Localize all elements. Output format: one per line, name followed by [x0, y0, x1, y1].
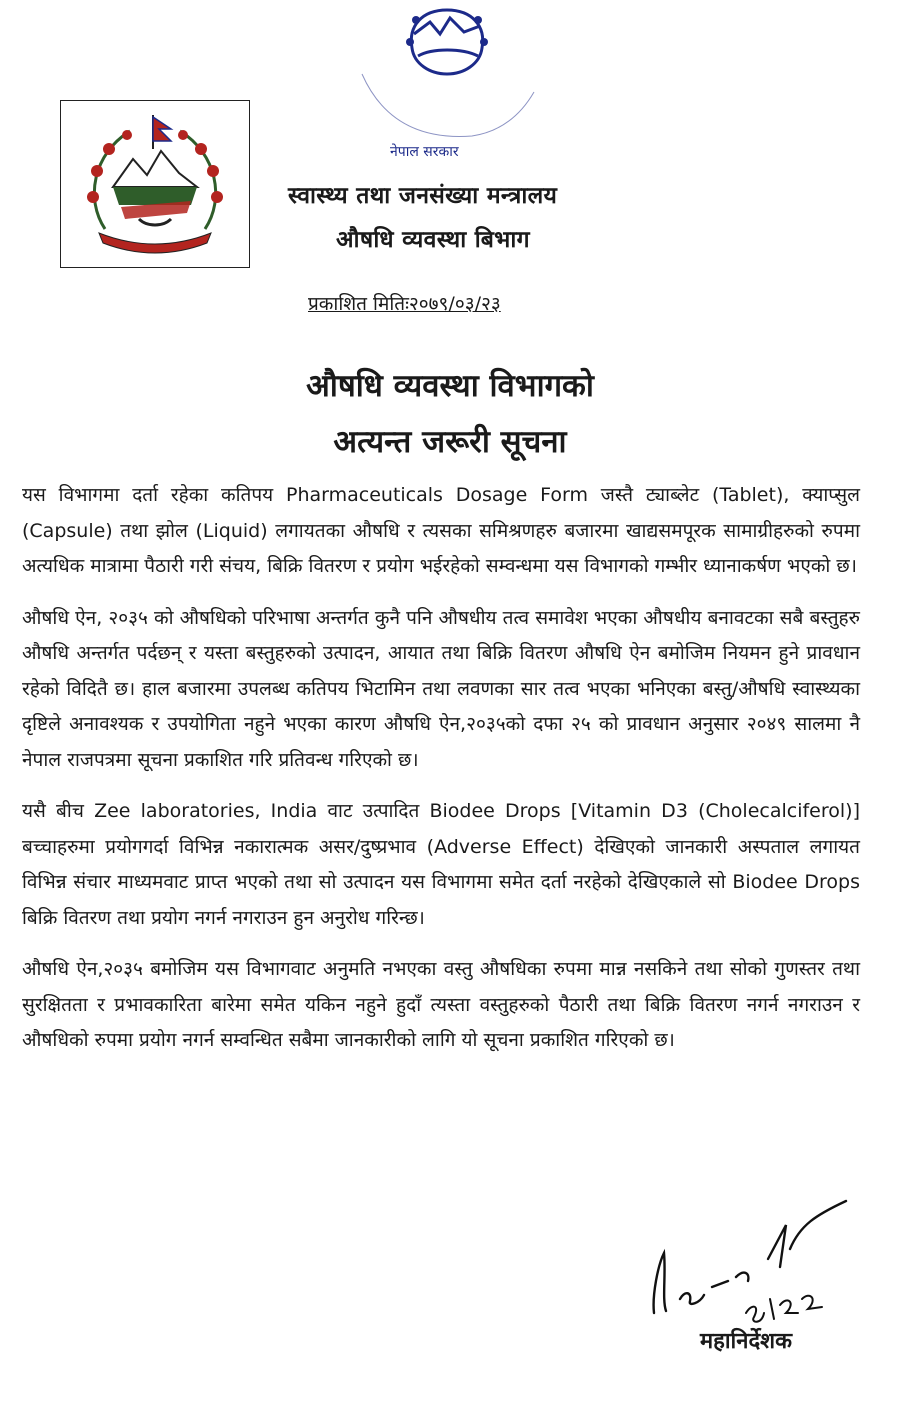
emblem-icon	[75, 109, 235, 259]
signatory-designation: महानिर्देशक	[700, 1329, 792, 1354]
body-paragraph-3: यसै बीच Zee laboratories, India वाट उत्पादित Biodee Drops [Vitamin D3 (Cholecalciferol)] बच्चाहरुमा प्रयोगगर्दा विभिन्न नकारात्मक असर/दुष्प्रभाव (Adverse Effect) देखिएको जानकारी अस्पताल लगायत विभिन्न संचार माध्यमवाट प्राप्त भएको तथा सो उत्पादन यस विभागमा समेत दर्ता नरहेको देखिएकाले सो Biodee Drops बिक्रि वितरण तथा प्रयोग नगर्न नगराउन हुन अनुरोध गरिन्छ।	[22, 800, 860, 929]
published-date: प्रकाशित मितिः२०७९/०३/२३	[308, 293, 501, 315]
notice-title-line-1: औषधि व्यवस्था विभागको	[306, 368, 594, 404]
handwritten-signature	[640, 1195, 880, 1335]
seal-stamp-icon	[352, 4, 542, 164]
body-paragraph-1: यस विभागमा दर्ता रहेका कतिपय Pharmaceuticals Dosage Form जस्तै ट्याब्लेट (Tablet), क्याप्सुल (Capsule) तथा झोल (Liquid) लगायतका औषधि र त्यसका समिश्रणहरु बजारमा खाद्यसमपूरक सामाग्रीहरुको रुपमा अत्यधिक मात्रामा पैठारी गरी संचय, बिक्रि वितरण र प्रयोग भईरहेको सम्वन्धमा यस विभागको गम्भीर ध्यानाकर्षण भएको छ।	[22, 484, 860, 577]
department-seal	[352, 4, 542, 164]
signature-icon	[640, 1195, 880, 1335]
body-paragraph-2: औषधि ऐन, २०३५ को औषधिको परिभाषा अन्तर्गत कुनै पनि औषधीय तत्व समावेश भएका औषधीय बनावटका सबै बस्तुहरु औषधि अन्तर्गत पर्दछन् र यस्ता बस्तुहरुको उत्पादन, आयात तथा बिक्रि वितरण औषधि ऐन बमोजिम नियमन हुने प्रावधान रहेको विदितै छ। हाल बजारमा उपलब्ध कतिपय भिटामिन तथा लवणका सार तत्व भएका भनिएका बस्तु/औषधि स्वास्थ्यका दृष्टिले अनावश्यक र उपयोगिता नहुने भएका कारण औषधि ऐन,२०३५को दफा २५ को प्रावधान अनुसार २०४९ सालमा नै नेपाल राजपत्रमा सूचना प्रकाशित गरि प्रतिवन्ध गरिएको छ।	[22, 606, 860, 771]
ministry-name: स्वास्थ्य तथा जनसंख्या मन्त्रालय	[288, 183, 558, 209]
body-paragraph-4: औषधि ऐन,२०३५ बमोजिम यस विभागवाट अनुमति नभएका वस्तु औषधिका रुपमा मान्न नसकिने तथा सोको गुणस्तर तथा सुरक्षितता र प्रभावकारिता बारेमा समेत यकिन नहुने हुदाँ त्यस्ता वस्तुहरुको पैठारी तथा बिक्रि वितरण नगर्न नगराउन र औषधिको रुपमा प्रयोग नगर्न सम्वन्धित सबैमा जानकारीको लागि यो सूचना प्रकाशित गरिएको छ।	[22, 958, 860, 1051]
department-name: औषधि व्यवस्था बिभाग	[336, 227, 530, 253]
government-emblem	[60, 100, 250, 268]
notice-title-line-2: अत्यन्त जरूरी सूचना	[333, 424, 567, 460]
notice-body	[22, 478, 860, 1075]
seal-label: नेपाल सरकार	[390, 144, 459, 160]
